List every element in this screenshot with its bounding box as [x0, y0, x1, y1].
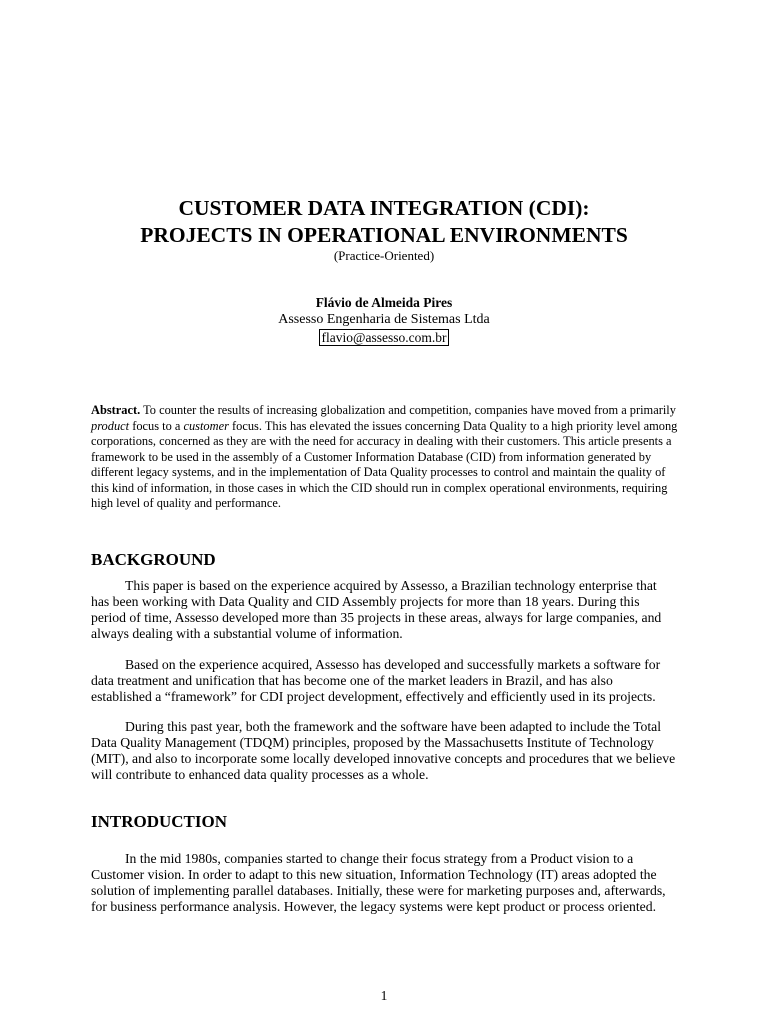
background-paragraph-1: This paper is based on the experience acquired by Assesso, a Brazilian technology enterprise that has been working with Data Quality and CID Assembly projects for more than 18 years. During this period of time, Assesso developed more than 35 projects in these areas, always for large companies, and always dealing with a substantial volume of information. — [91, 578, 662, 641]
abstract-text-2: focus to a — [129, 418, 184, 433]
background-paragraph-3: During this past year, both the framework and the software have been adapted to include the Total Data Quality Management (TDQM) principles, proposed by the Massachusetts Institute of Technology (MIT), and also to incorporate some locally developed innovative concepts and procedures that we believe will contribute to enhanced data quality processes as a whole. — [91, 719, 676, 782]
section-heading-background: BACKGROUND — [91, 550, 216, 569]
paper-title-line-1: CUSTOMER DATA INTEGRATION (CDI): — [178, 196, 590, 220]
author-name: Flávio de Almeida Pires — [315, 295, 453, 310]
abstract-label: Abstract. — [91, 403, 141, 417]
abstract-emphasis-customer: customer — [183, 418, 229, 433]
author-email-link[interactable]: flavio@assesso.com.br — [319, 329, 450, 346]
author-affiliation: Assesso Engenharia de Sistemas Ltda — [278, 312, 490, 327]
paper-subtitle: (Practice-Oriented) — [333, 248, 435, 263]
page-number: 1 — [380, 988, 388, 1003]
abstract-emphasis-product: product — [91, 418, 130, 433]
paper-title-line-2: PROJECTS IN OPERATIONAL ENVIRONMENTS — [140, 223, 628, 247]
author-email-container — [0, 329, 768, 346]
abstract-text-1: To counter the results of increasing globalization and competition, companies have moved from a primarily — [140, 403, 676, 417]
introduction-paragraph-1: In the mid 1980s, companies started to change their focus strategy from a Product vision to a Customer vision. In order to adapt to this new situation, Information Technology (IT) areas adopted the solution of implementing parallel databases. Initially, these were for marketing purposes and, afterwards, for business performance analysis. However, the legacy systems were kept product or process oriented. — [91, 851, 666, 914]
abstract-text-3: focus. This has elevated the issues concerning Data Quality to a high priority level among corporations, concerned as they are with the need for accuracy in dealing with their customers. This article presents a framework to be used in the assembly of a Customer Information Database (CID) from information generated by different legacy systems, and in the implementation of Data Quality processes to control and maintain the quality of this kind of information, in those cases in which the CID should run in complex operational environments, requiring high level of quality and performance. — [91, 418, 678, 510]
section-heading-introduction: INTRODUCTION — [91, 812, 228, 831]
background-paragraph-2: Based on the experience acquired, Assesso has developed and successfully markets a software for data treatment and unification that has become one of the market leaders in Brazil, and has also established a “framework” for CDI project development, effectively and efficiently used in its projects. — [91, 657, 661, 704]
abstract-paragraph — [91, 403, 681, 512]
